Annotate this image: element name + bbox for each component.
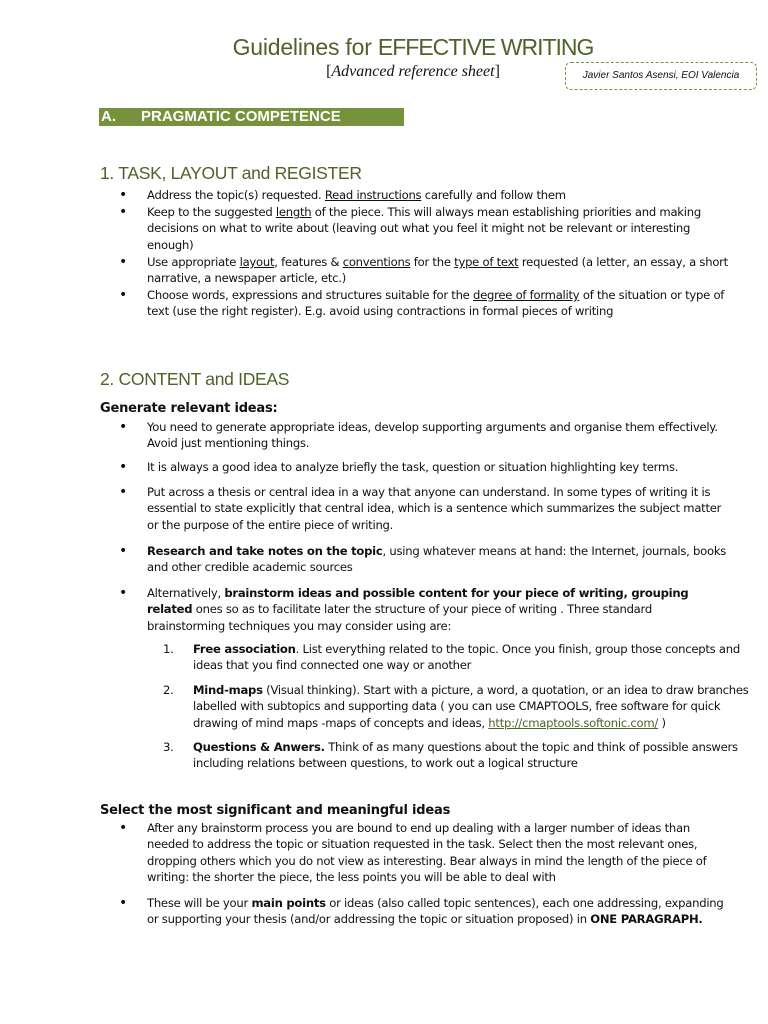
title-caps: EFFECTIVE WRITING — [377, 34, 594, 60]
section-2-heading: 2. CONTENT and IDEAS — [100, 369, 290, 389]
item-number: 1. — [163, 642, 174, 656]
subtitle-bracket-close: ] — [494, 63, 500, 80]
bullet-icon: • — [119, 419, 128, 435]
technique-item: 3. Questions & Anwers. Think of as many questions about the topic and think of possible answers including relations between questions, to work out a logical structure — [163, 740, 738, 771]
author-box: Javier Santos Asensi, EOI Valencia — [565, 62, 757, 90]
generate-ideas-heading: Generate relevant ideas: — [100, 401, 278, 416]
subtitle-text: Advanced reference sheet — [331, 63, 495, 80]
bullet-icon: • — [119, 287, 128, 303]
cmaptools-link[interactable]: http://cmaptools.softonic.com/ — [488, 715, 659, 730]
list-item: • You need to generate appropriate ideas, develop supporting arguments and organise them effectively. Avoid just mentioning things. — [119, 419, 718, 451]
technique-item: 2. Mind-maps (Visual thinking). Start with a picture, a word, a quotation, or an idea to draw branches labelled with subtopics and supporting data ( you can use CMAPTOOLS, free software for quick drawing of mind maps -maps of concepts and ideas, http://cmaptools.softonic.com/ ) — [163, 683, 749, 730]
bullet-icon: • — [119, 820, 128, 836]
bullet-icon: • — [119, 187, 128, 203]
section-a-letter: A. — [101, 108, 116, 125]
technique-item: 1. Free association. List everything related to the topic. Once you finish, group those concepts and ideas that you find connected one way or another — [163, 642, 740, 673]
subtitle-bracket-open: [ — [326, 63, 332, 80]
bullet-icon: • — [119, 204, 128, 220]
list-item: • Keep to the suggested length of the piece. This will always mean establishing priorities and making decisions on what to write about (leaving out what you feel it might not be relevant or interesting enough) — [119, 204, 701, 252]
bullet-icon: • — [119, 459, 128, 475]
bullet-icon: • — [119, 895, 128, 911]
section-a-bar — [99, 108, 404, 126]
list-item: • Address the topic(s) requested. Read instructions carefully and follow them — [119, 187, 566, 203]
list-item: • Put across a thesis or central idea in a way that anyone can understand. In some types of writing it is essential to state explicitly that central idea, which is a sentence which summarizes the subject matter or the purpose of the entire piece of writing. — [119, 484, 722, 532]
section-1-heading: 1. TASK, LAYOUT and REGISTER — [100, 163, 362, 183]
item-number: 3. — [163, 740, 174, 754]
list-item: • Choose words, expressions and structures suitable for the degree of formality of the situation or type of text (use the right register). E.g. avoid using contractions in formal pieces of writing — [119, 287, 725, 319]
bullet-icon: • — [119, 484, 128, 500]
list-item: • These will be your main points or ideas (also called topic sentences), each one addressing, expanding or supporting your thesis (and/or addressing the topic or situation proposed) in ONE PARAGRAPH. — [119, 895, 724, 927]
list-item: • After any brainstorm process you are bound to end up dealing with a larger number of ideas than needed to address the topic or situation requested in the task. Select then the most relevant ones, dropping others which you do not view as interesting. Bear always in mind the length of the piece of writing: the shorter the piece, the less points you will be able to deal with — [119, 820, 707, 885]
select-ideas-heading: Select the most significant and meaningful ideas — [100, 803, 451, 818]
bullet-icon: • — [119, 254, 128, 270]
list-item: • Use appropriate layout, features & conventions for the type of text requested (a letter, an essay, a short narrative, a newspaper article, etc.) — [119, 254, 728, 286]
title-prefix: Guidelines for — [232, 34, 378, 60]
section-a-label: PRAGMATIC COMPETENCE — [141, 108, 341, 125]
bullet-icon: • — [119, 585, 128, 601]
list-item: • Alternatively, brainstorm ideas and possible content for your piece of writing, grouping related ones so as to facilitate later the structure of your piece of writing . Three standard brainstorming techniques you may consider using are: — [119, 585, 689, 633]
item-number: 2. — [163, 683, 174, 697]
list-item: • It is always a good idea to analyze briefly the task, question or situation highlighting key terms. — [119, 459, 679, 475]
bullet-icon: • — [119, 543, 128, 559]
list-item: • Research and take notes on the topic, using whatever means at hand: the Internet, journals, books and other credible academic sources — [119, 543, 727, 575]
document-title — [0, 34, 768, 61]
